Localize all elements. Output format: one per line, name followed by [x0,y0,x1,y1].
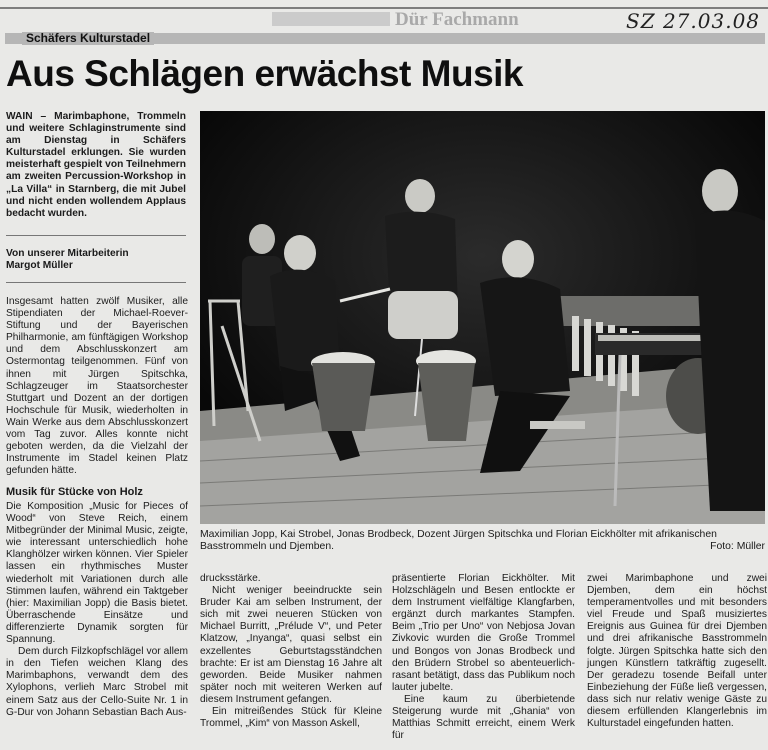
body-column-2 [200,573,382,730]
body-paragraph: Die Komposition „Music for Pieces of Wood“ von Steve Reich, einem Mitbegründer der Minimal Music, zeigte, wie interessant unterschiedlich hohe Klanghölzer wirken können. Vier Spieler lassen ein rhythmisches Muster wiederholt mit Variationen durch alle Stimmen laufen, während ein Taktgeber (hier: Maximilian Jopp) die Basis bietet. Überraschende Einsätze und differenzierte Dynamik sorgten für Spannung. [6,501,188,646]
byline [6,248,188,272]
kicker-label: Schäfers Kulturstadel [22,32,154,45]
body-paragraph: Ein mitreißendes Stück für Kleine Trommel, „Kim“ von Masson Askell, [200,706,382,730]
lead-divider [6,235,186,236]
lead-paragraph: WAIN – Marimbaphone, Trommeln und weitere Schlaginstrumente sind am Dienstag in Schäfers Kulturstadel erklungen. Sie wurden meisterhaft gespielt von Teilnehmern am zweiten Percussion-Workshop in „La Villa“ in Starnberg, die mit Jubel und nicht enden wollendem Applaus bedacht wurden. [6,111,186,219]
byline-intro: Von unserer Mitarbeiterin [6,248,129,259]
bleed-through-text: Dür Fachmann [395,9,519,30]
photo-credit: Foto: Müller [710,541,765,552]
body-paragraph: drucksstärke. [200,573,261,584]
photo-illustration [200,111,765,524]
handwritten-date: SZ 27.03.08 [626,9,761,33]
concert-photo [200,111,765,524]
body-column-1: Insgesamt hatten zwölf Musiker, alle Stipendiaten der Michael-Roever-Stiftung und der Bayerischen Philharmonie, am fünftägigen Workshop und dem Abschlusskonzert am Ostermontag teilgenommen. Fünf von ihnen mit Jürgen Spitschka, Schlagzeuger im Staatsorchester Stuttgart und Dozent an der dortigen Hochschule für Musik, wiederholten in Wain Werke aus dem Abschlusskonzert vom Tag zuvor. Alles konnte nicht geboten werden, da die Vielzahl der Instrumente im Stadel keinen Platz gefunden hätte. [6,296,188,477]
body-column-1b [6,501,188,719]
byline-author: Margot Müller [6,260,73,272]
body-paragraph: präsentierte Florian Eickhölter. Mit Holzschlägeln und Besen entlockte er dem Instrument vielfältige Klangfarben, ergänzt durch markantes Stampfen. Beim „Trio per Uno“ von Nebjosa Jovan Zivkovic wurden die Große Trommel und Bongos von Jonas Brodbeck und den Brüdern Strobel so abenteuerlich-rasant betätigt, dass das Publikum noch lauter jubelte. [392,573,575,693]
subheading: Musik für Stücke von Holz [6,486,143,498]
body-column-4: zwei Marimbaphone und zwei Djemben, dem ein höchst temperamentvolles und mit besonders viel Freude und Spaß musiziertes Ereignis aus Guinea für drei Djemben und drei afrikanische Basstrommeln folgte. Jürgen Spitschka hatte sich den jungen Künstlern tatkräftig zugesellt. Der geradezu tosende Beifall unter Einbeziehung der Füße ließ vergessen, dass sich nur relativ wenige Gäste zu diesem erfüllenden Klangerlebnis im Kulturstadel eingefunden hatten. [587,573,767,730]
byline-divider [6,282,186,283]
body-paragraph: Nicht weniger beeindruckte sein Bruder Kai am selben Instrument, der sich mit zwei neueren Stücken von Michael Burritt, „Prélude V“, und Peter Klatzow, „Inyanga“, quasi selbst ein exzellentes Geburtstagsständchen brachte: Er ist am Dienstag 16 Jahre alt geworden. Beide Musiker nahmen später noch mit weiteren Werken auf diesem Instrument gefangen. [200,585,382,705]
body-column-3 [392,573,575,742]
headline: Aus Schlägen erwächst Musik [6,53,524,94]
photo-caption: Maximilian Jopp, Kai Strobel, Jonas Brodbeck, Dozent Jürgen Spitschka und Florian Eickhölter mit afrikanischen Basstrommeln und Djemben. [200,529,717,553]
body-paragraph: Eine kaum zu überbietende Steigerung wurde mit „Ghania“ von Matthias Schmitt erreicht, einem Werk für [392,693,575,742]
bleed-through-block [272,12,390,26]
body-paragraph: Dem durch Filzkopfschlägel vor allem in den Tiefen weichen Klang des Marimbaphons, verwandt dem des Xylophons, verlieh Marc Strobel mit einem Satz aus der Cello-Suite Nr. 1 in G-Dur von Johann Sebastian Bach Aus- [6,646,188,718]
